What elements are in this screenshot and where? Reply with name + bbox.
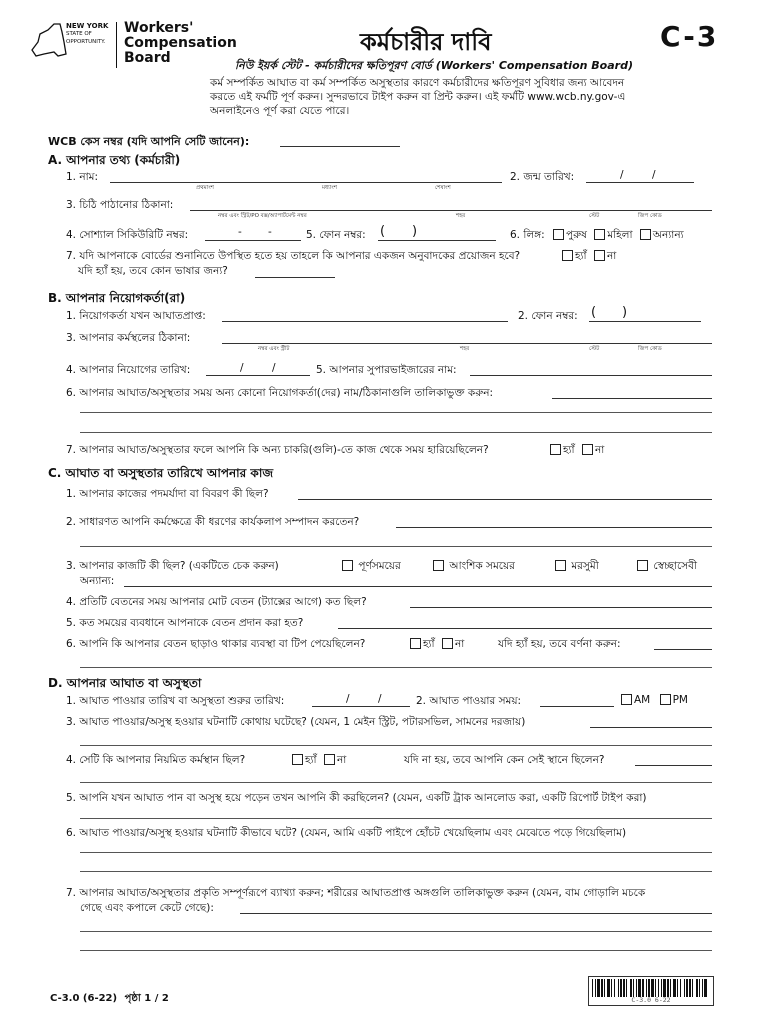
d-q3-label: 3. আঘাত পাওয়ার/অসুস্থ হওয়ার ঘটনাটি কোথায় ঘটেছে? (যেমন, 1 মেইন স্ট্রিট, পটারসভিল, সামনের দরজায়) — [66, 716, 526, 728]
a-name-sub-first: প্রথমাংশ — [196, 185, 214, 191]
regular-workplace-yes-label: হ্যাঁ — [305, 754, 317, 766]
d-activity-line-1[interactable] — [80, 818, 712, 819]
c-lodging-describe-line-2[interactable] — [80, 667, 712, 668]
d-regular-workplace-options — [292, 753, 346, 770]
lost-time-no-label: না — [594, 444, 605, 456]
gender-other-checkbox[interactable] — [640, 229, 651, 240]
a-name-sub-last: শেষাংশ — [435, 185, 451, 191]
a-dob-field[interactable] — [586, 182, 694, 183]
a-dob-slash-1: / — [620, 169, 624, 181]
d-why-there-field[interactable] — [635, 765, 712, 766]
intro-line-3: অনলাইনেও পূর্ণ করা যেতে পারে। — [210, 105, 350, 117]
a-ssn-dash-2: - — [268, 226, 272, 238]
job-volunteer-label: স্বেচ্ছাসেবী — [653, 560, 697, 572]
d-ampm-options — [621, 694, 688, 706]
d-date-slash-2: / — [378, 693, 382, 705]
section-c-heading: C. আঘাত বা অসুস্থতার তারিখে আপনার কাজ — [48, 466, 274, 480]
c-job-title-field[interactable] — [298, 499, 712, 500]
c-gross-pay-field[interactable] — [410, 607, 712, 608]
intro-text — [210, 76, 625, 118]
c-pay-frequency-field[interactable] — [338, 628, 712, 629]
gender-female-label: মহিলা — [607, 229, 633, 241]
c-q5-label: 5. কত সময়ের ব্যবধানে আপনাকে বেতন প্রদান করা হত? — [66, 617, 304, 629]
d-q5-label: 5. আপনি যখন আঘাত পান বা অসুস্থ হয়ে পড়েন তখন আপনি কী করছিলেন? (যেমন, একটি ট্রাক আনলোড করা, একটি রিপোর্ট টাইপ করা) — [66, 792, 647, 804]
b-q6-label: 6. আপনার আঘাত/অসুস্থতার সময় অন্য কোনো নিয়োগকর্তা(দের) নাম/ঠিকানাগুলি তালিকাভুক্ত করুন: — [66, 387, 494, 399]
case-number-field[interactable] — [280, 146, 400, 147]
intro-line-1: কর্ম সম্পর্কিত আঘাত বা কর্ম সম্পর্কিত অসুস্থতার কারণে কর্মচারীদের ক্ষতিপূরণ সুবিধার জন্য আবেদন — [210, 77, 625, 89]
d-how-happened-line-2[interactable] — [80, 871, 712, 872]
a-address-sub-state: স্টেট — [589, 213, 600, 219]
time-am-checkbox[interactable] — [621, 694, 632, 705]
d-injury-date-field[interactable] — [312, 706, 410, 707]
b-phone-field[interactable] — [589, 321, 701, 322]
d-q6-label: 6. আঘাত পাওয়ার/অসুস্থ হওয়ার ঘটনাটি কীভাবে ঘটে? (যেমন, আমি একটি পাইপে হোঁচট খেয়েছিলাম এবং মেঝেতে পড়ে গিয়েছিলাম) — [66, 827, 627, 839]
b-address-sub-zip: জিপ কোড — [638, 346, 662, 352]
a-language-field[interactable] — [255, 277, 335, 278]
d-q7-label-line-2: গেছে এবং কপালে কেটে গেছে): — [80, 902, 214, 914]
time-pm-checkbox[interactable] — [660, 694, 671, 705]
b-hire-date-field[interactable] — [206, 375, 310, 376]
a-q6-label: 6. লিঙ্গ: — [510, 229, 545, 241]
c-q4-label: 4. প্রতিটি বেতনের সময় আপনার মোট বেতন (ট্যাক্সের আগে) কত ছিল? — [66, 596, 367, 608]
a-address-sub-street: নম্বর এবং স্ট্রিট/PO বক্স/অ্যাপার্টমেন্ট নম্বর — [218, 213, 307, 219]
b-q7-label: 7. আপনার আঘাত/অসুস্থতার ফলে আপনি কি অন্য চাকরি(গুলি)-তে কাজ থেকে সময় হারিয়েছিলেন? — [66, 444, 489, 456]
a-name-field[interactable] — [110, 182, 502, 183]
a-mailing-address-field[interactable] — [190, 210, 712, 211]
job-seasonal-checkbox[interactable] — [555, 560, 566, 571]
section-a-heading: A. আপনার তথ্য (কর্মচারী) — [48, 153, 181, 167]
d-q4-if-no-label: যদি না হয়, তবে আপনি কেন সেই স্থানে ছিলেন? — [404, 754, 605, 766]
regular-workplace-no-label: না — [336, 754, 347, 766]
d-nature-injury-field[interactable] — [240, 913, 712, 914]
interpreter-yes-label: হ্যাঁ — [575, 250, 587, 262]
a-phone-field[interactable] — [378, 240, 496, 241]
lost-time-yes-checkbox[interactable] — [550, 444, 561, 455]
section-d-heading: D. আপনার আঘাত বা অসুস্থতা — [48, 676, 202, 690]
c-job-type-volunteer — [637, 559, 697, 576]
a-ssn-dash-1: - — [238, 226, 242, 238]
c-q3-other-label: অন্যান্য: — [80, 575, 115, 587]
b-address-sub-street: নম্বর এবং স্ট্রীট — [258, 346, 290, 352]
gender-male-checkbox[interactable] — [553, 229, 564, 240]
b-q5-label: 5. আপনার সুপারভাইজারের নাম: — [316, 364, 457, 376]
b-other-employers-line-2[interactable] — [80, 412, 712, 413]
form-subtitle: নিউ ইয়র্ক স্টেট - কর্মচারীদের ক্ষতিপূরণ বোর্ড (Workers' Compensation Board) — [235, 59, 633, 72]
job-volunteer-checkbox[interactable] — [637, 560, 648, 571]
lost-time-no-checkbox[interactable] — [582, 444, 593, 455]
b-supervisor-field[interactable] — [470, 375, 712, 376]
c-activities-line-2[interactable] — [80, 546, 712, 547]
a-q1-label: 1. নাম: — [66, 171, 99, 183]
a-q5-label: 5. ফোন নম্বর: — [306, 229, 366, 241]
d-q2-label: 2. আঘাত পাওয়ার সময়: — [416, 695, 522, 707]
d-q4-label: 4. সেটি কি আপনার নিয়মিত কর্মস্থান ছিল? — [66, 754, 246, 766]
d-nature-injury-line-3[interactable] — [80, 950, 712, 951]
board-name-line-3: Board — [124, 50, 171, 66]
b-q4-label: 4. আপনার নিয়োগের তারিখ: — [66, 364, 191, 376]
gender-female-checkbox[interactable] — [594, 229, 605, 240]
logo-line-3: OPPORTUNITY. — [66, 39, 106, 45]
c-lodging-options — [410, 637, 464, 654]
a-phone-paren-open: ( — [380, 224, 386, 239]
ny-state-map-icon — [28, 20, 68, 64]
footer-form-id-text: C-3.0 (6-22) — [50, 993, 118, 1004]
c-q6-label: 6. আপনি কি আপনার বেতন ছাড়াও থাকার ব্যবস্থা বা টিপ পেয়েছিলেন? — [66, 638, 366, 650]
footer-page-label: পৃষ্ঠা 1 / 2 — [124, 993, 169, 1004]
b-q1-label: 1. নিয়োগকর্তা যখন আঘাতপ্রাপ্ত: — [66, 310, 206, 322]
a-address-sub-city: শহর — [456, 213, 466, 219]
job-parttime-label: আংশিক সময়ের — [449, 560, 515, 572]
a-q2-label: 2. জন্ম তারিখ: — [510, 171, 575, 183]
d-why-there-line-2[interactable] — [80, 782, 712, 783]
b-other-employers-line-3[interactable] — [80, 432, 712, 433]
time-pm-label: PM — [672, 694, 688, 706]
section-b-heading: B. আপনার নিয়োগকর্তা(রা) — [48, 291, 186, 305]
a-dob-slash-2: / — [652, 169, 656, 181]
gender-male-label: পুরুষ — [566, 229, 587, 241]
logo-line-2: STATE OF — [66, 31, 92, 37]
d-date-slash-1: / — [346, 693, 350, 705]
a-interpreter-options — [562, 249, 616, 266]
b-q2-label: 2. ফোন নম্বর: — [518, 310, 578, 322]
interpreter-yes-checkbox[interactable] — [562, 250, 573, 261]
b-other-employers-field[interactable] — [552, 398, 712, 399]
b-work-address-field[interactable] — [222, 343, 712, 344]
b-lost-time-options — [550, 443, 604, 460]
job-seasonal-label: মরসুমী — [571, 560, 599, 572]
c-q1-label: 1. আপনার কাজের পদমর্যাদা বা বিবরণ কী ছিল? — [66, 488, 269, 500]
interpreter-no-checkbox[interactable] — [594, 250, 605, 261]
a-q3-label: 3. চিঠি পাঠানোর ঠিকানা: — [66, 199, 174, 211]
board-name-line-2: Compensation — [124, 35, 237, 51]
a-address-sub-zip: জিপ কোড — [638, 213, 662, 219]
interpreter-no-label: না — [606, 250, 617, 262]
c-q3-label: 3. আপনার কাজটি কী ছিল? (একটিতে চেক করুন) — [66, 560, 279, 572]
c-activities-field[interactable] — [396, 527, 712, 528]
b-address-sub-state: স্টেট — [589, 346, 600, 352]
d-how-happened-line-1[interactable] — [80, 852, 712, 853]
c-job-other-field[interactable] — [124, 586, 712, 587]
c-q2-label: 2. সাধারণত আপনি কর্মক্ষেত্রে কী ধরণের কার্যকলাপ সম্পাদন করতেন? — [66, 516, 360, 528]
b-employer-field[interactable] — [222, 321, 508, 322]
b-q3-label: 3. আপনার কর্মস্থলের ঠিকানা: — [66, 332, 191, 344]
intro-line-2: করতে এই ফর্মটি পূর্ণ করুন। সুন্দরভাবে টাইপ করুন বা প্রিন্ট করুন। এই ফর্মটি www.wcb.ny.gov-এ — [210, 91, 626, 103]
b-hire-slash-1: / — [240, 362, 244, 374]
time-am-label: AM — [634, 694, 651, 706]
c-job-type-seasonal — [555, 559, 599, 576]
lodging-no-checkbox[interactable] — [442, 638, 453, 649]
gender-other-label: অন্যান্য — [652, 229, 684, 241]
form-code: C-3 — [660, 20, 719, 53]
job-fulltime-checkbox[interactable] — [342, 560, 353, 571]
d-location-line-2[interactable] — [80, 745, 712, 746]
b-phone-paren-open-glyph: ( — [591, 305, 597, 320]
logo-divider — [116, 22, 117, 68]
a-gender-options — [553, 228, 684, 245]
a-q7-language-label: যদি হ্যাঁ হয়, তবে কোন ভাষার জন্য? — [78, 265, 228, 277]
d-injury-time-field[interactable] — [540, 706, 614, 707]
state-logo — [28, 16, 123, 66]
lodging-yes-label: হ্যাঁ — [423, 638, 435, 650]
board-name-line-1: Workers' — [124, 20, 194, 36]
regular-workplace-yes-checkbox[interactable] — [292, 754, 303, 765]
logo-line-1: NEW YORK — [66, 22, 109, 30]
job-parttime-checkbox[interactable] — [433, 560, 444, 571]
b-hire-slash-2: / — [272, 362, 276, 374]
a-ssn-field[interactable] — [205, 240, 301, 241]
footer-form-id — [50, 991, 169, 1008]
d-location-field[interactable] — [590, 727, 712, 728]
case-number-label: WCB কেস নম্বর (যদি আপনি সেটি জানেন): — [48, 135, 250, 148]
a-name-sub-middle: মধ্যাংশ — [322, 185, 337, 191]
c-job-type-parttime — [433, 559, 515, 576]
barcode-bars-icon — [592, 979, 710, 997]
job-fulltime-label: পূর্ণসময়ের — [358, 560, 401, 572]
c-job-type-fulltime — [342, 559, 401, 576]
lost-time-yes-label: হ্যাঁ — [563, 444, 575, 456]
board-name — [124, 21, 237, 66]
lodging-no-label: না — [454, 638, 465, 650]
d-q1-label: 1. আঘাত পাওয়ার তারিখ বা অসুস্থতা শুরুর তারিখ: — [66, 695, 285, 707]
d-nature-injury-line-2[interactable] — [80, 931, 712, 932]
c-q6-describe-label: যদি হ্যাঁ হয়, তবে বর্ণনা করুন: — [498, 638, 621, 650]
a-q7-label: 7. যদি আপনাকে বোর্ডের শুনানিতে উপস্থিত হতে হয় তাহলে কি আপনার একজন অনুবাদকের প্রয়োজন হবে? — [66, 250, 521, 262]
barcode-text: C-3.0 6-22 — [631, 996, 671, 1004]
barcode — [588, 976, 714, 1006]
a-q4-label: 4. সোশ্যাল সিকিউরিটি নম্বর: — [66, 229, 189, 241]
lodging-yes-checkbox[interactable] — [410, 638, 421, 649]
regular-workplace-no-checkbox[interactable] — [324, 754, 335, 765]
b-address-sub-city: শহর — [460, 346, 470, 352]
b-phone-paren-close-glyph: ) — [622, 305, 628, 320]
form-title: কর্মচারীর দাবি — [360, 28, 492, 56]
d-q7-label-line-1: 7. আপনার আঘাত/অসুস্থতার প্রকৃতি সম্পূর্ণরূপে ব্যাখ্যা করুন; শরীরের আঘাতপ্রাপ্ত অঙ্গগুলি তালিকাভুক্ত করুন (যেমন, বাম গোড়ালি মচকে — [66, 887, 646, 899]
a-phone-paren-close: ) — [412, 224, 418, 239]
c-lodging-describe-field[interactable] — [654, 649, 712, 650]
